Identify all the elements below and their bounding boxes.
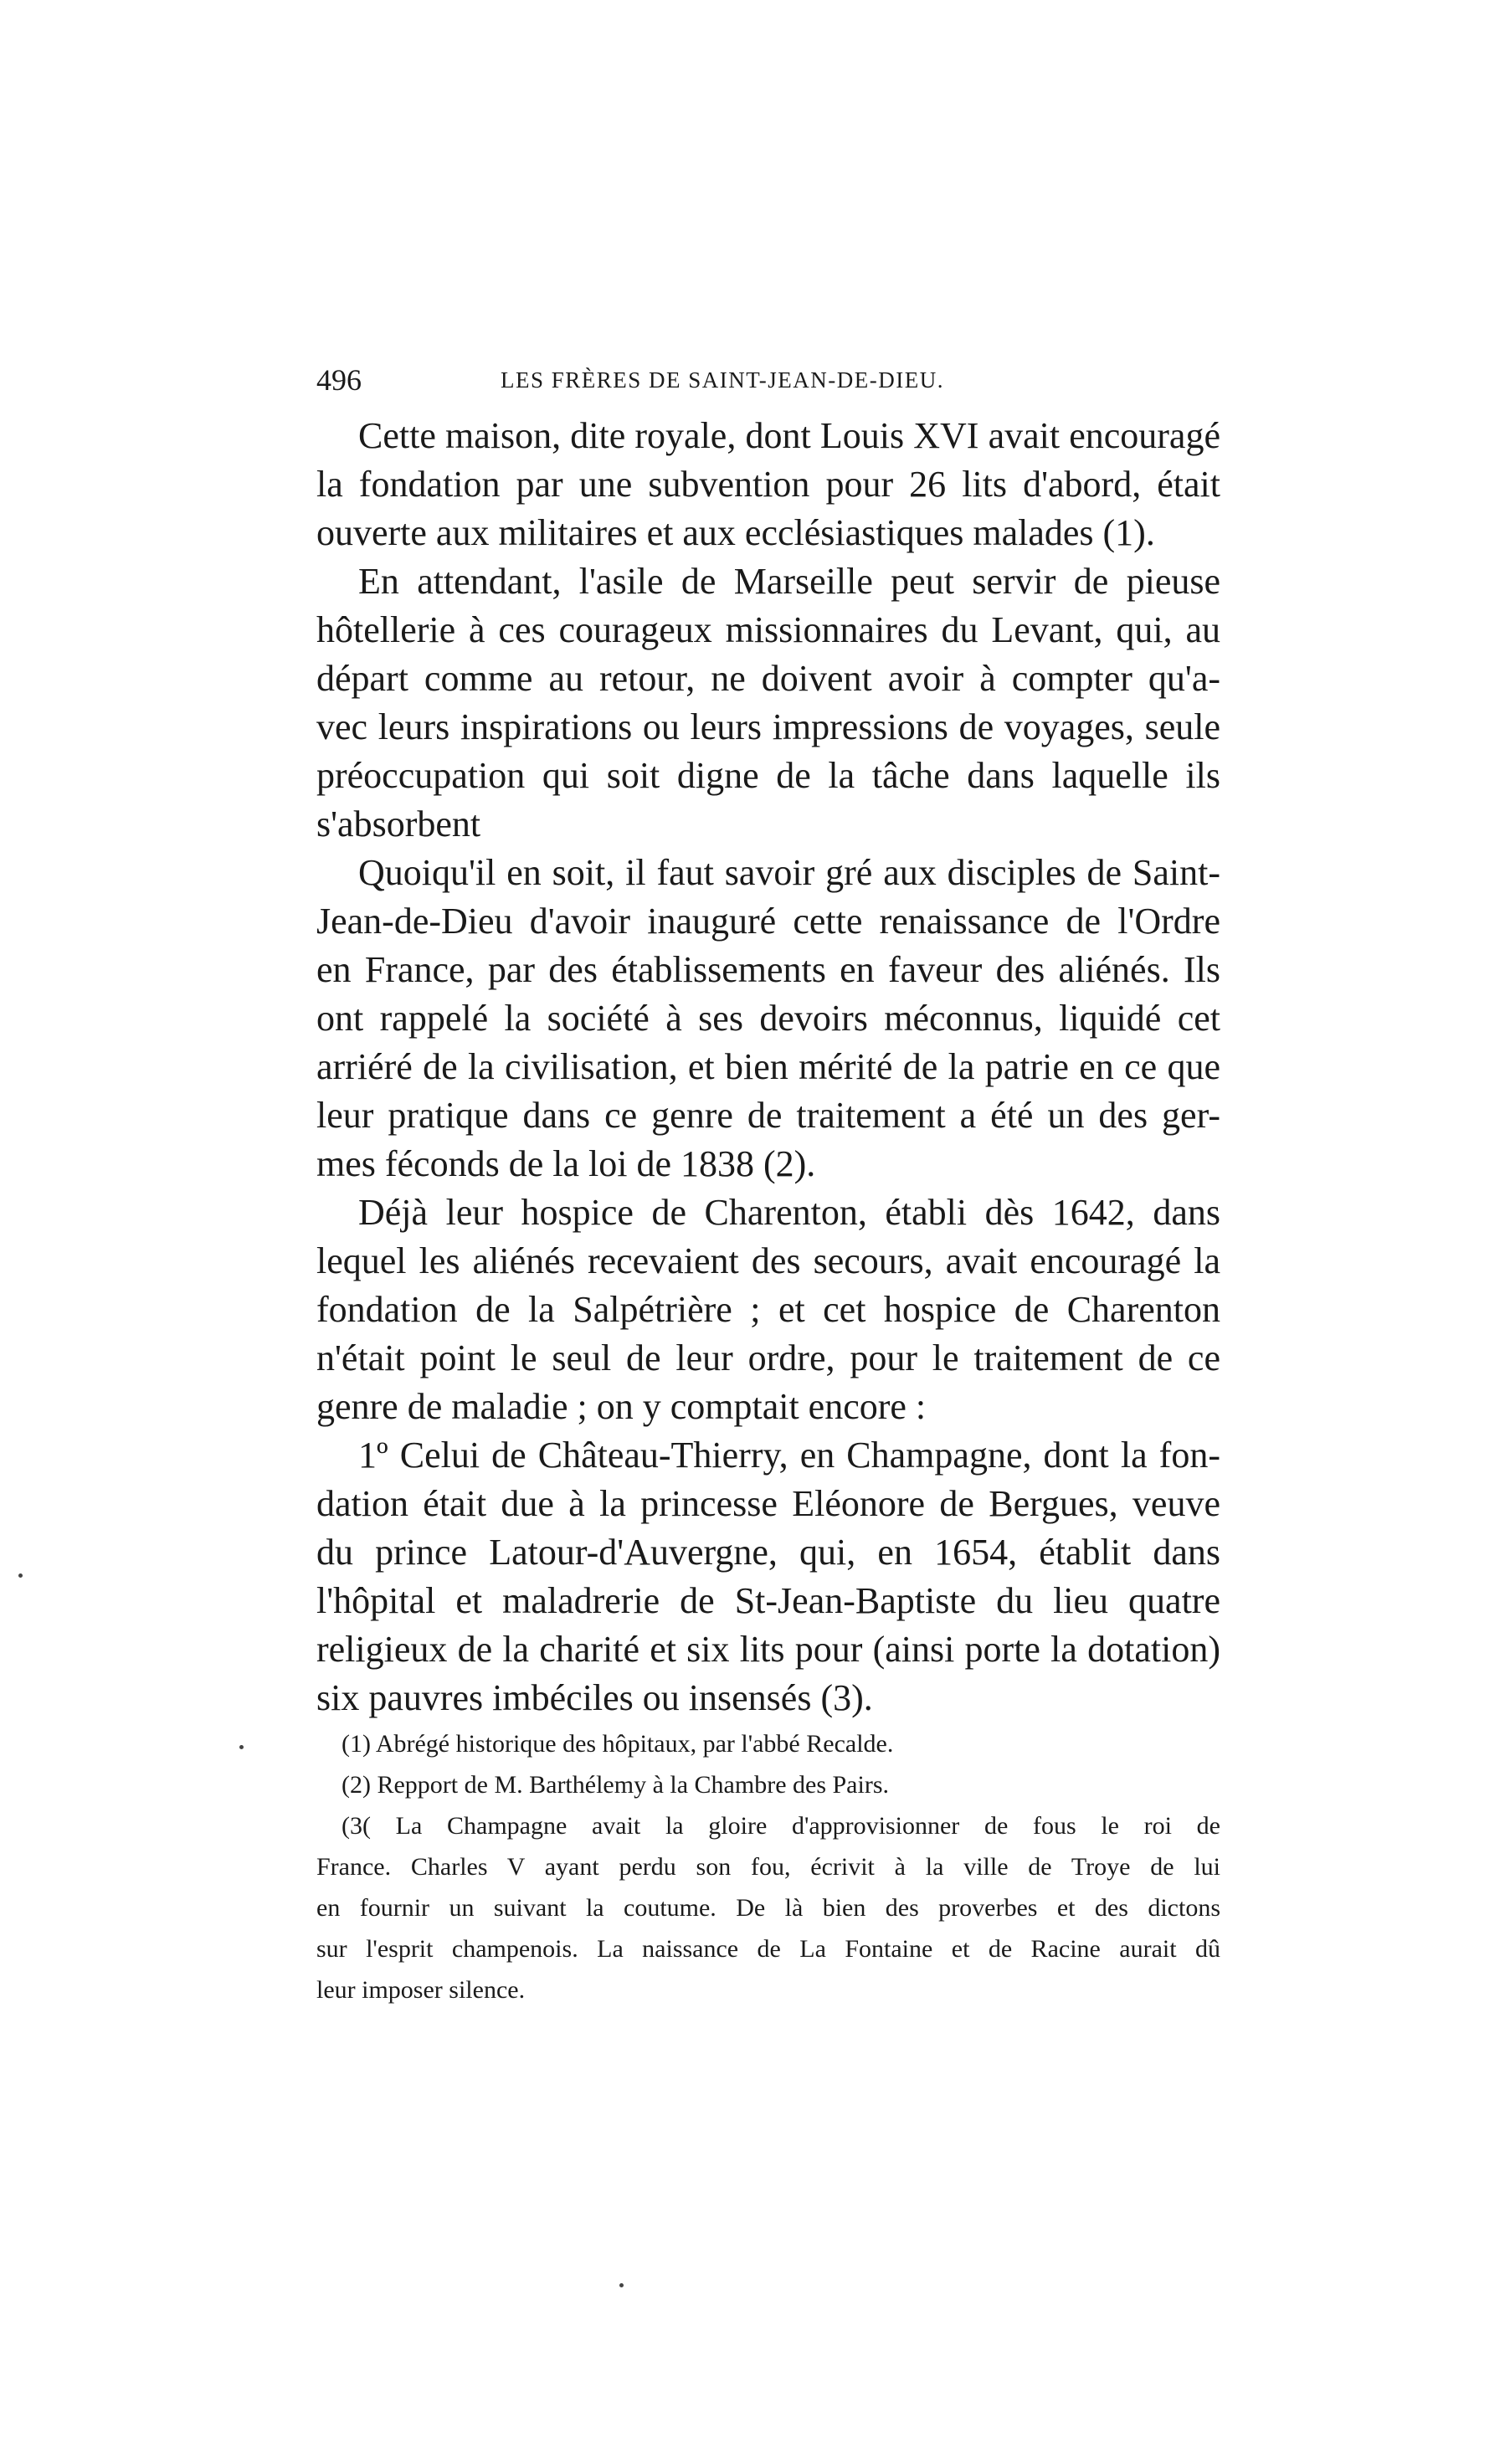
scan-speck (239, 1745, 244, 1749)
body-line: genre de maladie ; on y comptait encore : (316, 1386, 927, 1427)
body-line: mes féconds de la loi de 1838 (2). (316, 1143, 816, 1184)
page-header (316, 357, 1220, 403)
body-line: n'était point le seul de leur ordre, pour le traitement de ce (316, 1337, 1220, 1378)
body-line: six pauvres imbéciles ou insensés (3). (316, 1677, 873, 1718)
body-line: en France, par des établissements en faveur des aliénés. Ils (316, 949, 1220, 990)
body-line: arriéré de la civilisation, et bien mérité de la patrie en ce que (316, 1046, 1220, 1087)
body-line: vec leurs inspirations ou leurs impressions de voyages, seule (316, 706, 1220, 747)
body-line: religieux de la charité et six lits pour (ainsi porte la dotation) (316, 1629, 1220, 1670)
body-line: fondation de la Salpétrière ; et cet hospice de Charenton (316, 1289, 1220, 1330)
footnote-line: sur l'esprit champenois. La naissance de La Fontaine et de Racine aurait dû (316, 1935, 1220, 1963)
body-line: Quoiqu'il en soit, il faut savoir gré aux disciples de Saint- (358, 852, 1220, 893)
body-line: 1º Celui de Château-Thierry, en Champagne, dont la fon- (358, 1435, 1220, 1476)
body-line: dation était due à la princesse Eléonore de Bergues, veuve (316, 1483, 1220, 1524)
body-line: la fondation par une subvention pour 26 lits d'abord, était (316, 464, 1220, 505)
body-line: Jean-de-Dieu d'avoir inauguré cette renaissance de l'Ordre (316, 901, 1220, 942)
body-line: ouverte aux militaires et aux ecclésiastiques malades (1). (316, 512, 1155, 553)
footnote-line: (3( La Champagne avait la gloire d'approvisionner de fous le roi de (342, 1812, 1220, 1840)
page-number: 496 (316, 363, 362, 397)
body-line: ont rappelé la société à ses devoirs méconnus, liquidé cet (316, 998, 1220, 1039)
scan-speck (18, 1573, 23, 1578)
body-line: Déjà leur hospice de Charenton, établi dès 1642, dans (358, 1192, 1220, 1233)
body-line: du prince Latour-d'Auvergne, qui, en 1654, établit dans (316, 1532, 1220, 1573)
body-line: l'hôpital et maladrerie de St-Jean-Baptiste du lieu quatre (316, 1580, 1220, 1621)
footnote-line: en fournir un suivant la coutume. De là bien des proverbes et des dictons (316, 1894, 1220, 1922)
body-line: En attendant, l'asile de Marseille peut servir de pieuse (358, 561, 1220, 602)
body-line: hôtellerie à ces courageux missionnaires du Levant, qui, au (316, 609, 1220, 650)
body-line: départ comme au retour, ne doivent avoir à compter qu'a- (316, 658, 1220, 699)
body-line: leur pratique dans ce genre de traitement a été un des ger- (316, 1095, 1220, 1136)
footnote-line: leur imposer silence. (316, 1976, 526, 2004)
scan-speck (619, 2283, 624, 2287)
body-line: s'absorbent (316, 803, 481, 844)
body-line: Cette maison, dite royale, dont Louis XVI avait encouragé (358, 415, 1220, 456)
body-line: préoccupation qui soit digne de la tâche dans laquelle ils (316, 755, 1220, 796)
footnote-line: (1) Abrégé historique des hôpitaux, par l'abbé Recalde. (342, 1730, 894, 1758)
body-line: lequel les aliénés recevaient des secours, avait encouragé la (316, 1240, 1220, 1281)
footnote-line: France. Charles V ayant perdu son fou, écrivit à la ville de Troye de lui (316, 1853, 1220, 1881)
running-head: LES FRÈRES DE SAINT-JEAN-DE-DIEU. (501, 367, 944, 393)
footnote-line: (2) Repport de M. Barthélemy à la Chambre des Pairs. (342, 1771, 889, 1799)
